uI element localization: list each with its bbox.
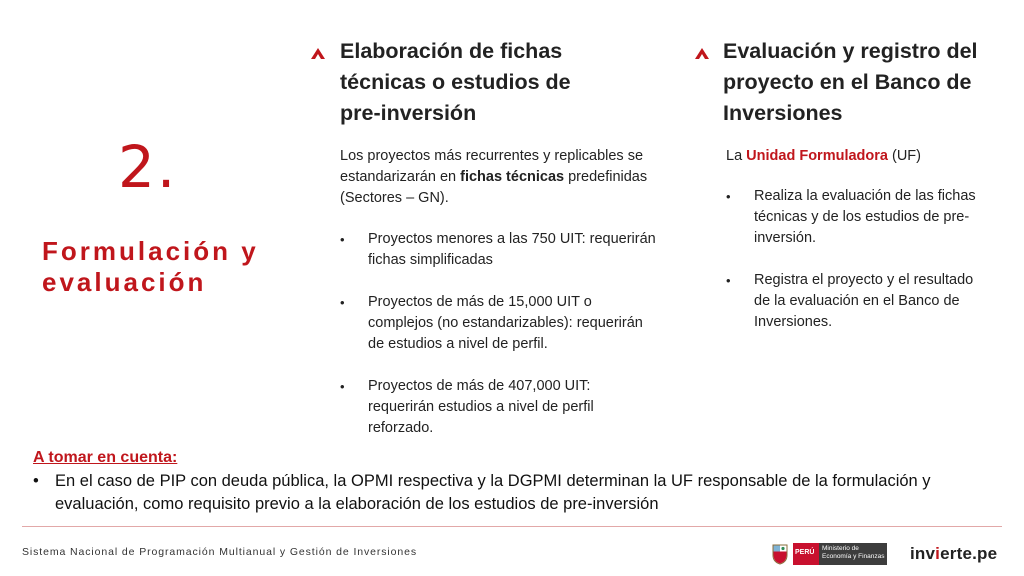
brand-part: inv <box>910 544 936 563</box>
bullet-dot: • <box>340 379 345 394</box>
fichas-intro-text-end: predefinidas (Sectores – GN). <box>340 169 648 206</box>
list-item <box>726 270 986 333</box>
red-chevron-icon <box>310 46 326 60</box>
bullet-text: Registra el proyecto y el resultado de la evaluación en el Banco de Inversiones. <box>754 272 974 330</box>
bullet-text: Proyectos menores a las 750 UIT: requerirán fichas simplificadas <box>368 231 656 268</box>
list-item <box>340 292 660 355</box>
bullet-text: Realiza la evaluación de las fichas técnicas y de los estudios de pre-inversión. <box>754 188 976 246</box>
section-number: 2. <box>118 133 178 201</box>
bullet-text: Proyectos de más de 407,000 UIT: requerirán estudios a nivel de perfil reforzado. <box>368 378 594 436</box>
bullet-dot: • <box>726 273 731 288</box>
unidad-formuladora-label: Unidad Formuladora <box>746 148 888 164</box>
column-title-fichas: Elaboración de fichas técnicas o estudios de pre-inversión <box>340 39 571 125</box>
brand-part: erte.pe <box>940 544 998 563</box>
bullet-dot: • <box>33 472 39 490</box>
brand-accent: i <box>935 544 941 563</box>
bullet-text: Proyectos de más de 15,000 UIT o complejos (no estandarizables): requerirán de estudios a nivel de perfil. <box>368 294 643 352</box>
list-item <box>340 376 660 439</box>
section-title: Formulación y evaluación <box>42 236 259 297</box>
invierte-logo <box>910 544 997 564</box>
evaluacion-intro <box>726 146 1006 167</box>
fichas-intro-bold: fichas técnicas <box>460 169 565 185</box>
evaluacion-bullet-list <box>726 186 986 354</box>
bullet-dot: • <box>340 232 345 247</box>
evaluacion-intro-text: La <box>726 148 747 164</box>
list-item <box>726 186 986 249</box>
note-item <box>33 470 983 516</box>
peru-crest-icon <box>770 543 790 565</box>
fichas-intro-text: Los proyectos más recurrentes y replicables se estandarizarán en <box>340 148 644 185</box>
bullet-dot: • <box>340 295 345 310</box>
red-chevron-icon <box>694 46 710 60</box>
peru-label: PERÚ <box>795 549 815 556</box>
fichas-bullet-list <box>340 229 660 460</box>
footer-divider <box>22 526 1002 527</box>
ministry-label: Ministerio de Economía y Finanzas <box>822 545 885 560</box>
bullet-dot: • <box>726 189 731 204</box>
evaluacion-intro-text-end: (UF) <box>887 148 921 164</box>
note-heading: A tomar en cuenta: <box>33 449 178 466</box>
column-title-evaluacion: Evaluación y registro del proyecto en el Banco de Inversiones <box>723 39 978 125</box>
note-text: En el caso de PIP con deuda pública, la OPMI respectiva y la DGPMI determinan la UF responsable de la formulación y evaluación, como requisito previo a la elaboración de los estudios de pre-inversión <box>55 472 931 513</box>
system-name: Sistema Nacional de Programación Multianual y Gestión de Inversiones <box>22 546 418 558</box>
fichas-intro <box>340 146 670 209</box>
list-item <box>340 229 660 271</box>
